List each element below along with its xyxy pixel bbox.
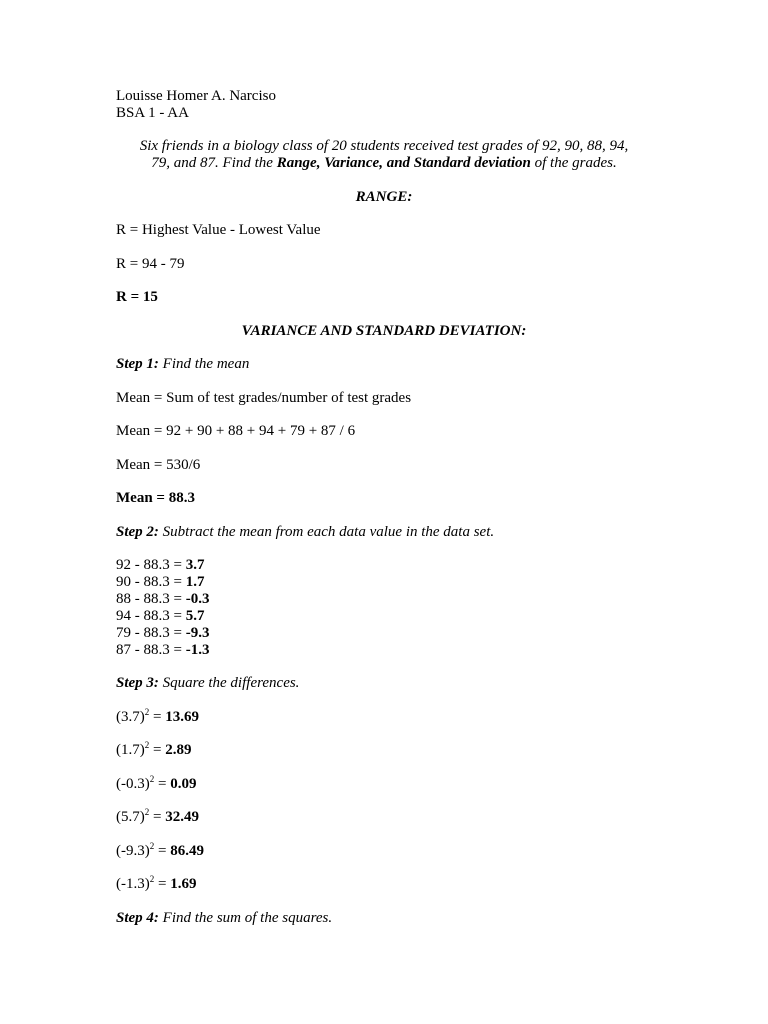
variance-heading: VARIANCE AND STANDARD DEVIATION: (241, 323, 527, 339)
step1-label: Step 1: (116, 356, 159, 372)
square-base: (-1.3) (116, 876, 150, 892)
deviation-row (116, 625, 209, 642)
deviation-expr: 87 - 88.3 = (116, 642, 186, 658)
square-base: (-9.3) (116, 843, 150, 859)
square-value: 0.09 (170, 776, 197, 792)
problem-line-2 (0, 155, 768, 172)
equals-sign: = (154, 776, 171, 792)
problem-line-2-end: of the grades. (530, 155, 617, 171)
problem-line-2-bold: Range, Variance, and Standard deviation (276, 155, 531, 171)
deviation-expr: 94 - 88.3 = (116, 608, 186, 624)
deviation-expr: 79 - 88.3 = (116, 625, 186, 641)
problem-line-2-start: 79, and 87. Find the (151, 155, 277, 171)
square-exponent: 2 (149, 774, 155, 784)
square-base: (-0.3) (116, 776, 150, 792)
step2-heading (116, 524, 494, 541)
square-row (116, 709, 199, 727)
equals-sign: = (149, 809, 166, 825)
deviation-expr: 88 - 88.3 = (116, 591, 186, 607)
square-row (116, 843, 204, 861)
deviation-row (116, 642, 209, 659)
square-exponent: 2 (149, 841, 155, 851)
equals-sign: = (154, 843, 171, 859)
deviation-row (116, 574, 204, 591)
deviation-row (116, 557, 204, 574)
problem-line-1: Six friends in a biology class of 20 students received test grades of 92, 90, 88, 94, (139, 138, 629, 154)
deviation-row (116, 591, 209, 608)
square-value: 1.69 (170, 876, 197, 892)
step2-label: Step 2: (116, 524, 159, 540)
step1-text: Find the mean (158, 356, 250, 372)
square-exponent: 2 (144, 740, 150, 750)
step3-label: Step 3: (116, 675, 159, 691)
step4-label: Step 4: (116, 910, 159, 926)
equals-sign: = (149, 742, 166, 758)
step4-heading (116, 910, 332, 927)
step3-text: Square the differences. (158, 675, 300, 691)
step1-heading (116, 356, 249, 373)
mean-fraction: Mean = 530/6 (116, 457, 201, 473)
square-value: 32.49 (165, 809, 199, 825)
deviation-expr: 92 - 88.3 = (116, 557, 186, 573)
deviation-value: -0.3 (185, 591, 210, 607)
deviation-expr: 90 - 88.3 = (116, 574, 186, 590)
square-exponent: 2 (149, 874, 155, 884)
equals-sign: = (149, 709, 166, 725)
step4-text: Find the sum of the squares. (158, 910, 333, 926)
equals-sign: = (154, 876, 171, 892)
deviation-value: 1.7 (185, 574, 205, 590)
square-exponent: 2 (144, 807, 150, 817)
class-section: BSA 1 - AA (116, 105, 189, 121)
deviation-value: -1.3 (185, 642, 210, 658)
square-value: 86.49 (170, 843, 204, 859)
deviation-row (116, 608, 204, 625)
deviation-value: 3.7 (185, 557, 205, 573)
mean-formula: Mean = Sum of test grades/number of test grades (116, 390, 412, 406)
square-row (116, 776, 196, 794)
square-exponent: 2 (144, 707, 150, 717)
square-row (116, 809, 199, 827)
range-substitution: R = 94 - 79 (116, 256, 185, 272)
range-result: R = 15 (116, 289, 158, 305)
step2-text: Subtract the mean from each data value in the data set. (158, 524, 495, 540)
author-name: Louisse Homer A. Narciso (116, 88, 276, 104)
deviation-value: -9.3 (185, 625, 210, 641)
range-formula: R = Highest Value - Lowest Value (116, 222, 321, 238)
square-value: 13.69 (165, 709, 199, 725)
mean-substitution: Mean = 92 + 90 + 88 + 94 + 79 + 87 / 6 (116, 423, 356, 439)
deviation-value: 5.7 (185, 608, 205, 624)
square-base: (3.7) (116, 709, 145, 725)
range-heading: RANGE: (355, 189, 413, 205)
square-base: (1.7) (116, 742, 145, 758)
square-value: 2.89 (165, 742, 192, 758)
square-base: (5.7) (116, 809, 145, 825)
square-row (116, 742, 191, 760)
mean-result: Mean = 88.3 (116, 490, 195, 506)
square-row (116, 876, 196, 894)
step3-heading (116, 675, 299, 692)
